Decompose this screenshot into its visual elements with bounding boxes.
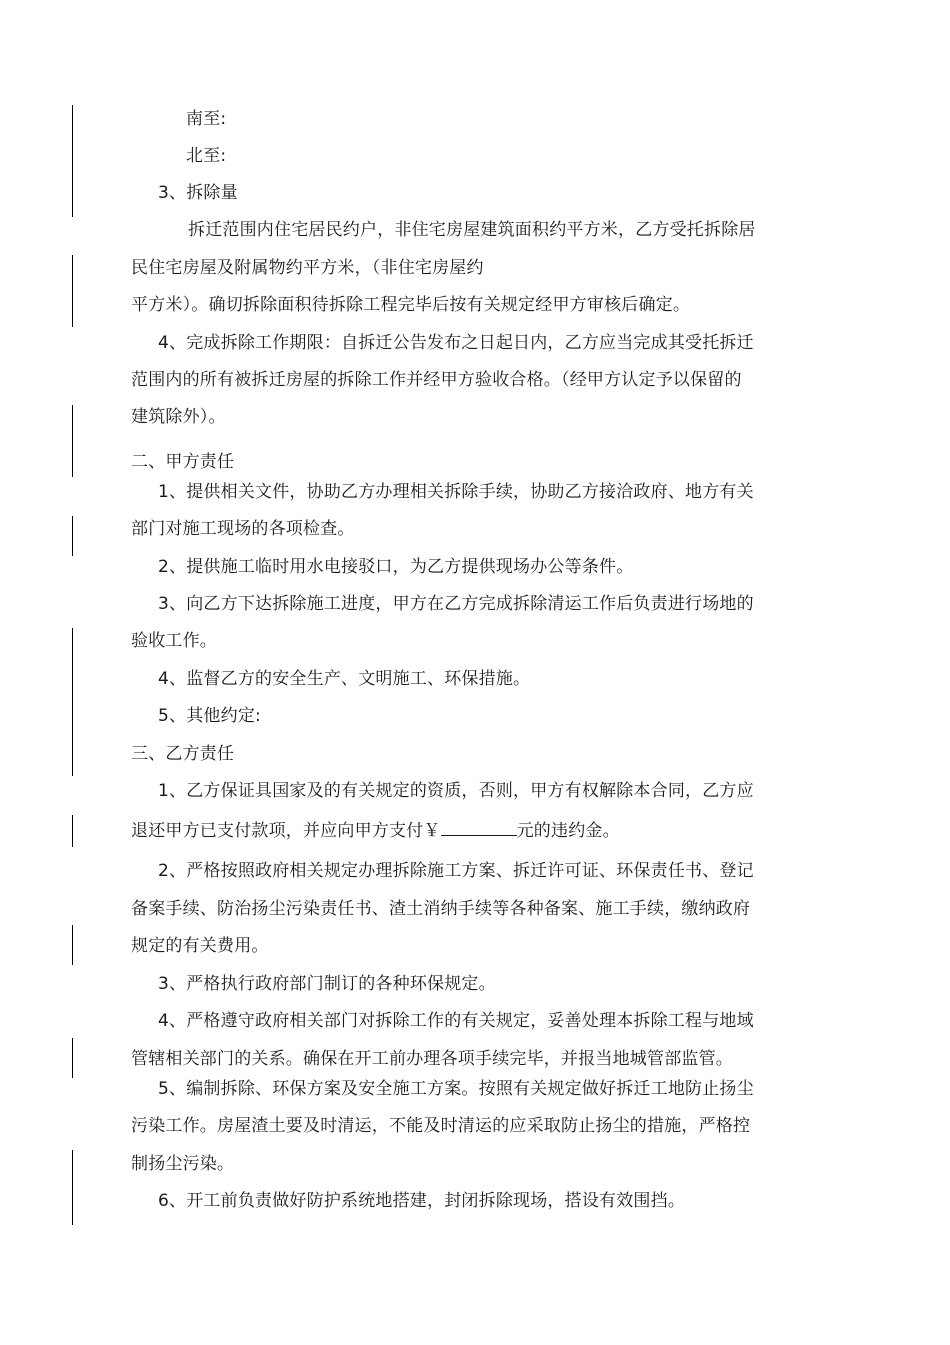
text-line: 规定的有关费用。 xyxy=(131,936,269,956)
text-line: 4、监督乙方的安全生产、文明施工、环保措施。 xyxy=(158,669,531,689)
text-line: 北至: xyxy=(186,146,227,166)
text-line: 范围内的所有被拆迁房屋的拆除工作并经甲方验收合格。（经甲方认定予以保留的 xyxy=(131,370,742,390)
text-line: 2、严格按照政府相关规定办理拆除施工方案、拆迁许可证、环保责任书、登记 xyxy=(158,861,754,881)
text-line: 民住宅房屋及附属物约平方米，（非住宅房屋约 xyxy=(131,258,484,278)
margin-bar xyxy=(72,1038,73,1078)
text-line: 4、完成拆除工作期限：自拆迁公告发布之日起日内，乙方应当完成其受托拆迁 xyxy=(158,333,754,353)
text-line xyxy=(131,819,620,841)
text-line: 备案手续、防治扬尘污染责任书、渣土消纳手续等各种备案、施工手续，缴纳政府 xyxy=(131,899,751,919)
text-line: 5、其他约定: xyxy=(158,706,261,726)
margin-bar xyxy=(72,255,73,327)
text-line: 3、严格执行政府部门制订的各种环保规定。 xyxy=(158,974,496,994)
section-heading: 二、甲方责任 xyxy=(131,452,235,472)
margin-bar xyxy=(72,628,73,776)
text-line: 6、开工前负责做好防护系统地搭建，封闭拆除现场，搭设有效围挡。 xyxy=(158,1191,686,1211)
margin-bar xyxy=(72,105,73,217)
section-heading: 三、乙方责任 xyxy=(131,744,235,764)
text-line: 2、提供施工临时用水电接驳口，为乙方提供现场办公等条件。 xyxy=(158,557,634,577)
text-line: 平方米）。确切拆除面积待拆除工程完毕后按有关规定经甲方审核后确定。 xyxy=(131,295,691,315)
text-line: 验收工作。 xyxy=(131,631,217,651)
text-line: 南至: xyxy=(186,109,227,129)
amount-blank xyxy=(441,819,517,836)
text-line: 4、严格遵守政府相关部门对拆除工作的有关规定，妥善处理本拆除工程与地域 xyxy=(158,1011,754,1031)
text-segment: 退还甲方已支付款项，并应向甲方支付￥ xyxy=(131,821,441,841)
text-line: 建筑除外）。 xyxy=(131,407,226,427)
text-line: 1、乙方保证具国家及的有关规定的资质，否则，甲方有权解除本合同，乙方应 xyxy=(158,781,754,801)
text-line: 污染工作。房屋渣土要及时清运，不能及时清运的应采取防止扬尘的措施，严格控 xyxy=(131,1116,751,1136)
margin-bar xyxy=(72,1150,73,1225)
text-line: 5、编制拆除、环保方案及安全施工方案。按照有关规定做好拆迁工地防止扬尘 xyxy=(158,1079,754,1099)
margin-bar xyxy=(72,516,73,556)
text-line: 3、向乙方下达拆除施工进度，甲方在乙方完成拆除清运工作后负责进行场地的 xyxy=(158,594,754,614)
text-line: 部门对施工现场的各项检查。 xyxy=(131,519,355,539)
margin-bar xyxy=(72,815,73,847)
text-line: 3、拆除量 xyxy=(158,183,238,203)
text-segment: 元的违约金。 xyxy=(516,821,620,841)
text-line: 管辖相关部门的关系。确保在开工前办理各项手续完毕，并报当地城管部监管。 xyxy=(131,1049,733,1069)
margin-bar xyxy=(72,405,73,477)
text-line: 制扬尘污染。 xyxy=(131,1154,235,1174)
margin-bar xyxy=(72,925,73,965)
text-line: 拆迁范围内住宅居民约户，非住宅房屋建筑面积约平方米，乙方受托拆除居 xyxy=(188,220,756,240)
text-line: 1、提供相关文件，协助乙方办理相关拆除手续，协助乙方接洽政府、地方有关 xyxy=(158,482,754,502)
